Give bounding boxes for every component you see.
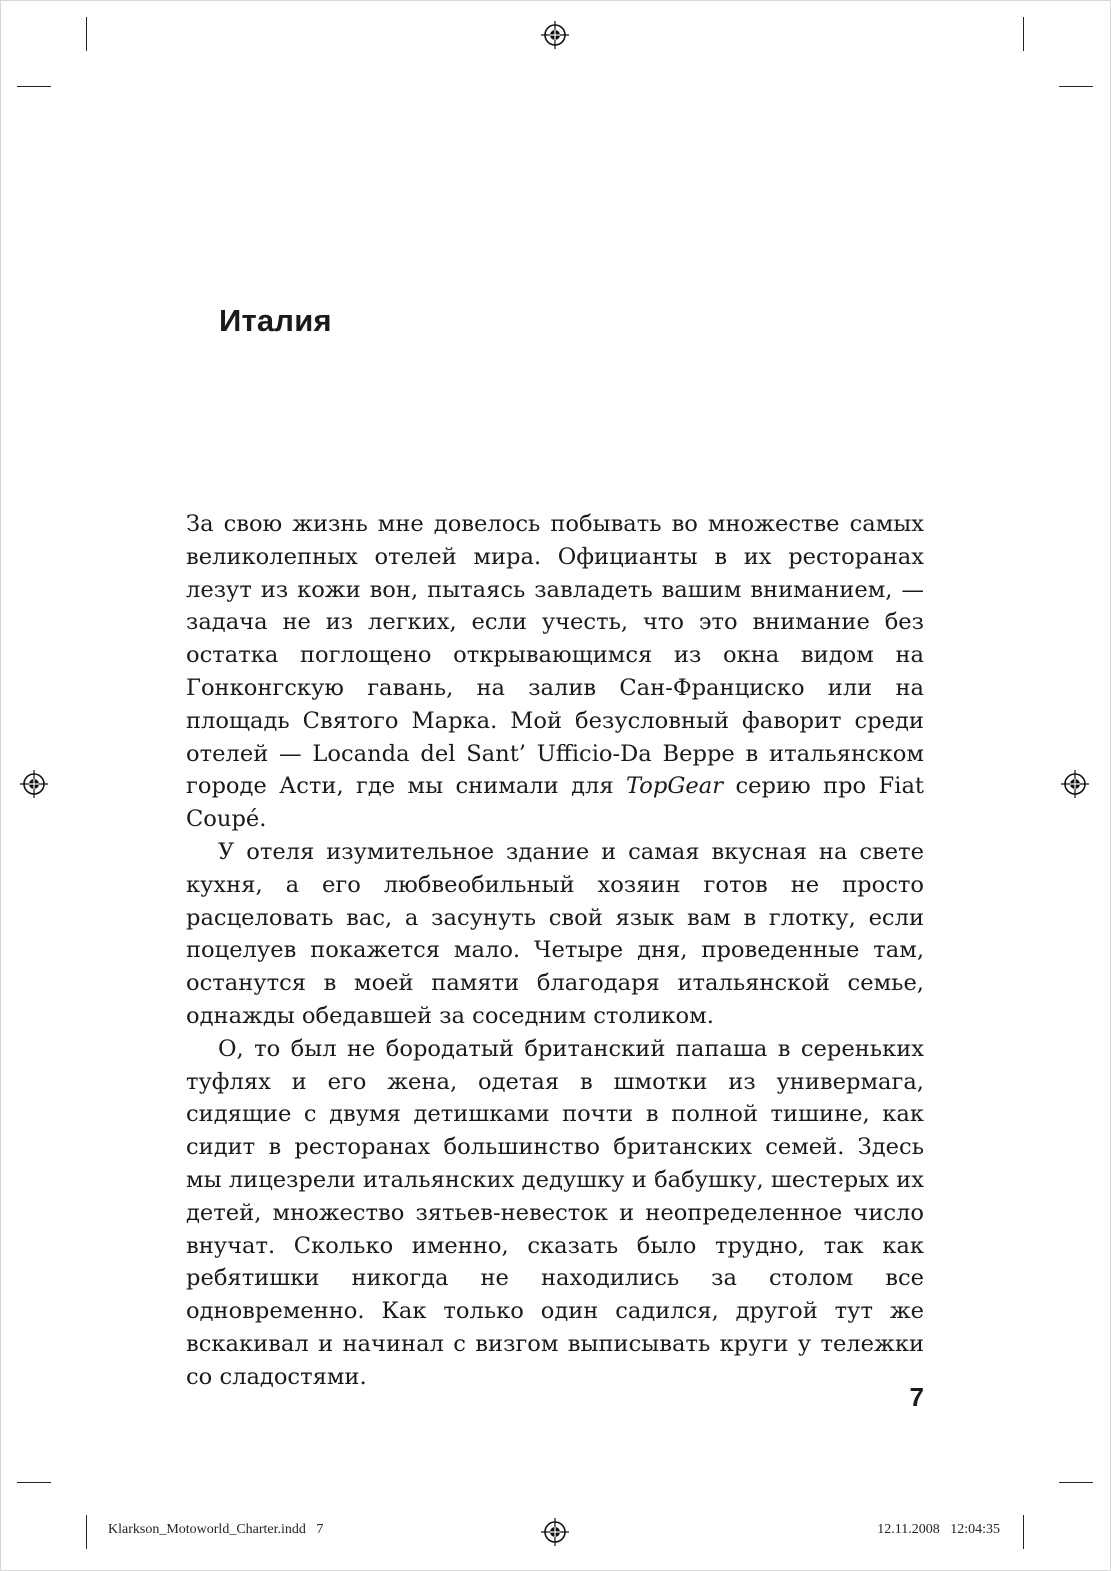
crop-mark-right-top — [1059, 86, 1093, 87]
page-number: 7 — [909, 1382, 924, 1412]
crop-mark-top-right — [1023, 17, 1024, 51]
paragraph-2: У отеля изумительное здание и самая вкусная на свете кухня, а его любвеобильный хозяин готов не просто расцеловать вас, а засунуть свой язык вам в глотку, если поцелуев покажется мало. Четыре дня, проведенные там, останутся в моей памяти благодаря итальянской семье, однажды обедавшей за соседним столиком. — [186, 838, 924, 1029]
registration-mark-icon-bottom — [541, 1518, 569, 1546]
body-text — [186, 508, 924, 1394]
paragraph-1-end: серию про Fiat Coupé. — [186, 773, 924, 833]
slug-timestamp: 12.11.2008 12:04:35 — [877, 1522, 1000, 1537]
crop-mark-right-bottom — [1059, 1482, 1093, 1483]
registration-mark-icon-top — [541, 21, 569, 49]
crop-mark-left-bottom — [17, 1482, 51, 1483]
registration-mark-icon-left — [20, 770, 48, 798]
crop-mark-bottom-right — [1023, 1515, 1024, 1549]
paragraph-3: О, то был не бородатый британский папаша в сереньких туфлях и его жена, одетая в шмотки из универмага, сидящие с двумя детишками почти в полной тишине, как сидит в ресторанах большинство британских семей. Здесь мы лицезрели итальянских дедушку и бабушку, шестерых их детей, множество зятьев-невесток и неопределенное число внучат. Сколько именно, сказать было трудно, так как ребятишки никогда не находились за столом все одновременно. Как только один садился, другой тут же вскакивал и начинал с визгом выписывать круги у тележки со сладостями. — [186, 1035, 924, 1390]
paragraph-1-italic: TopGear — [625, 773, 724, 800]
chapter-title: Италия — [219, 303, 332, 338]
slug-file-name: Klarkson_Motoworld_Charter.indd 7 — [108, 1522, 324, 1537]
paragraph-1 — [186, 508, 924, 836]
crop-mark-top-left — [86, 17, 87, 51]
crop-mark-bottom-left — [86, 1515, 87, 1549]
crop-mark-left-top — [17, 86, 51, 87]
registration-mark-icon-right — [1061, 770, 1089, 798]
paragraph-1-start: За свою жизнь мне довелось побывать во множестве самых великолепных отелей мира. Официанты в их ресторанах лезут из кожи вон, пытаясь завладеть вашим вниманием, — задача не из легких, если учесть, что это внимание без остатка поглощено открывающимся из окна видом на Гонконгскую гавань, на залив Сан-Франциско или на площадь Святого Марка. Мой безусловный фаворит среди отелей — Locanda del Sant’ Ufficio-Da Beppe в итальянском городе Асти, где мы снимали для — [186, 511, 924, 800]
